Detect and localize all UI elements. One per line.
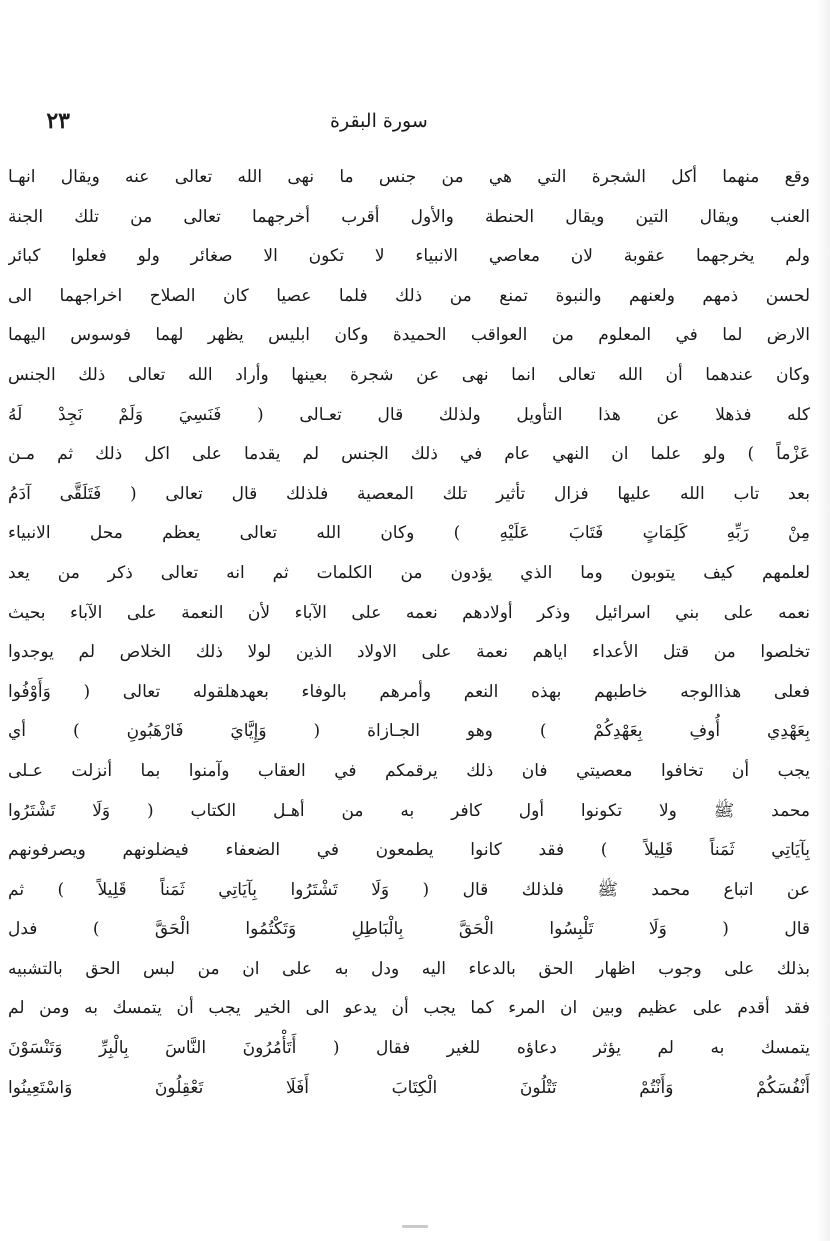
running-title: سورة البقرة — [330, 110, 428, 132]
scan-smudge — [402, 1225, 428, 1228]
page-header — [30, 108, 810, 142]
text-line: العنب ويقال التين ويقال الحنطة والأول أقرب أخرجهما تعالى من تلك الجنة — [8, 206, 810, 227]
text-line: نعمه على بني اسرائيل وذكر أولادهم نعمه على الآباء لأن النعمة على الآباء بحيث — [8, 602, 810, 623]
text-line: وقع منهما أكل الشجرة التي هي من جنس ما نهى الله تعالى عنه ويقال انهـا — [8, 167, 810, 187]
text-line: فقد أقدم على عظيم وبين ان المرء كما يجب أن يدعو الى الخير يجب أن يتمسك به ومن لم — [8, 998, 810, 1019]
page-number: ٢٣ — [46, 108, 70, 134]
text-line: قال ( وَلَا تَلْبِسُوا الْحَقَّ بِالْبَاطِلِ وَتَكْتُمُوا الْحَقَّ ) فدل — [8, 919, 810, 940]
text-line: عن اتباع محمد ﷺ فلذلك قال ( وَلَا تَشْتَرُوا بِآيَاتِي ثَمَناً قَلِيلاً ) ثم — [8, 879, 810, 900]
text-line: وكان عندهما أن الله تعالى انما نهى عن شجرة بعينها وأراد الله تعالى ذلك الجنس — [8, 364, 810, 385]
page-edge-shadow — [816, 0, 830, 1241]
text-line: لحسن ذمهم ولعنهم والنبوة تمنع من ذلك فلما عصيا كان الصلاح اخراجهما الى — [8, 285, 810, 306]
text-line: كله فذهلا عن هذا التأويل ولذلك قال تعـالى ( فَنَسِيَ وَلَمْ نَجِدْ لَهُ — [8, 404, 810, 425]
text-line: تخلصوا من قتل الأعداء اياهم نعمة على الاولاد الذين لولا ذلك الخلاص لم يوجدوا — [8, 642, 810, 663]
text-line: بذلك على وجوب اظهار الحق بالدعاء اليه ودل به على ان من لبس الحق بالتشبيه — [8, 958, 810, 979]
text-line: لعلمهم كيف يتوبون وما الذي يؤدون من الكلمات ثم انه تعالى ذكر من يعد — [8, 562, 810, 583]
text-line: مِنْ رَبِّهِ كَلِمَاتٍ فَتَابَ عَلَيْهِ ) وكان الله تعالى يعظم محل الانبياء — [8, 523, 810, 544]
text-line: محمد ﷺ ولا تكونوا أول كافر به من أهـل الكتاب ( وَلَا تَشْتَرُوا — [8, 800, 810, 821]
text-line: يجب أن تخافوا معصيتي فان ذلك يرقمكم في العقاب وآمنوا بما أنزلت عـلى — [8, 760, 810, 781]
text-line: أَنْفُسَكُمْ وَأَنْتُمْ تَتْلُونَ الْكِتَابَ أَفَلَا تَعْقِلُونَ وَاسْتَعِينُوا — [8, 1077, 810, 1098]
text-line: الارض لما في المعلوم من العواقب الحميدة وكان ابليس يظهر لهما فوسوس اليهما — [8, 325, 810, 346]
text-line: ولم يخرجهما عقوبة لان معاصي الانبياء لا تكون الا صغائر ولو فعلوا كبائر — [8, 246, 810, 267]
text-line: بِعَهْدِي أُوفِ بِعَهْدِكُمْ ) وهو الجـازاة ( وَإِيَّايَ فَارْهَبُونِ ) أي — [8, 721, 810, 742]
text-line: يتمسك به لم يؤثر دعاؤه للغير فقال ( أَتَأْمُرُونَ النَّاسَ بِالْبِرِّ وَتَنْسَوْنَ — [8, 1038, 810, 1059]
body-text — [8, 158, 810, 1108]
text-line: فعلى هذاالوجه خاطبهم بهذه النعم وأمرهم بالوفاء بعهدهلقوله تعالى ( وَأَوْفُوا — [8, 681, 810, 702]
text-line: عَزْماً ) ولو علما ان النهي عام في ذلك الجنس لم يقدما على اكل ذلك ثم مـن — [8, 444, 810, 465]
text-line: بعد تاب الله عليها فزال تأثير تلك المعصية فلذلك قال تعالى ( فَتَلَقَّى آدَمُ — [8, 483, 810, 504]
text-line: بِآيَاتِي ثَمَناً قَلِيلاً ) فقد كانوا يطمعون في الضعفاء فيضلونهم ويصرفونهم — [8, 840, 810, 861]
